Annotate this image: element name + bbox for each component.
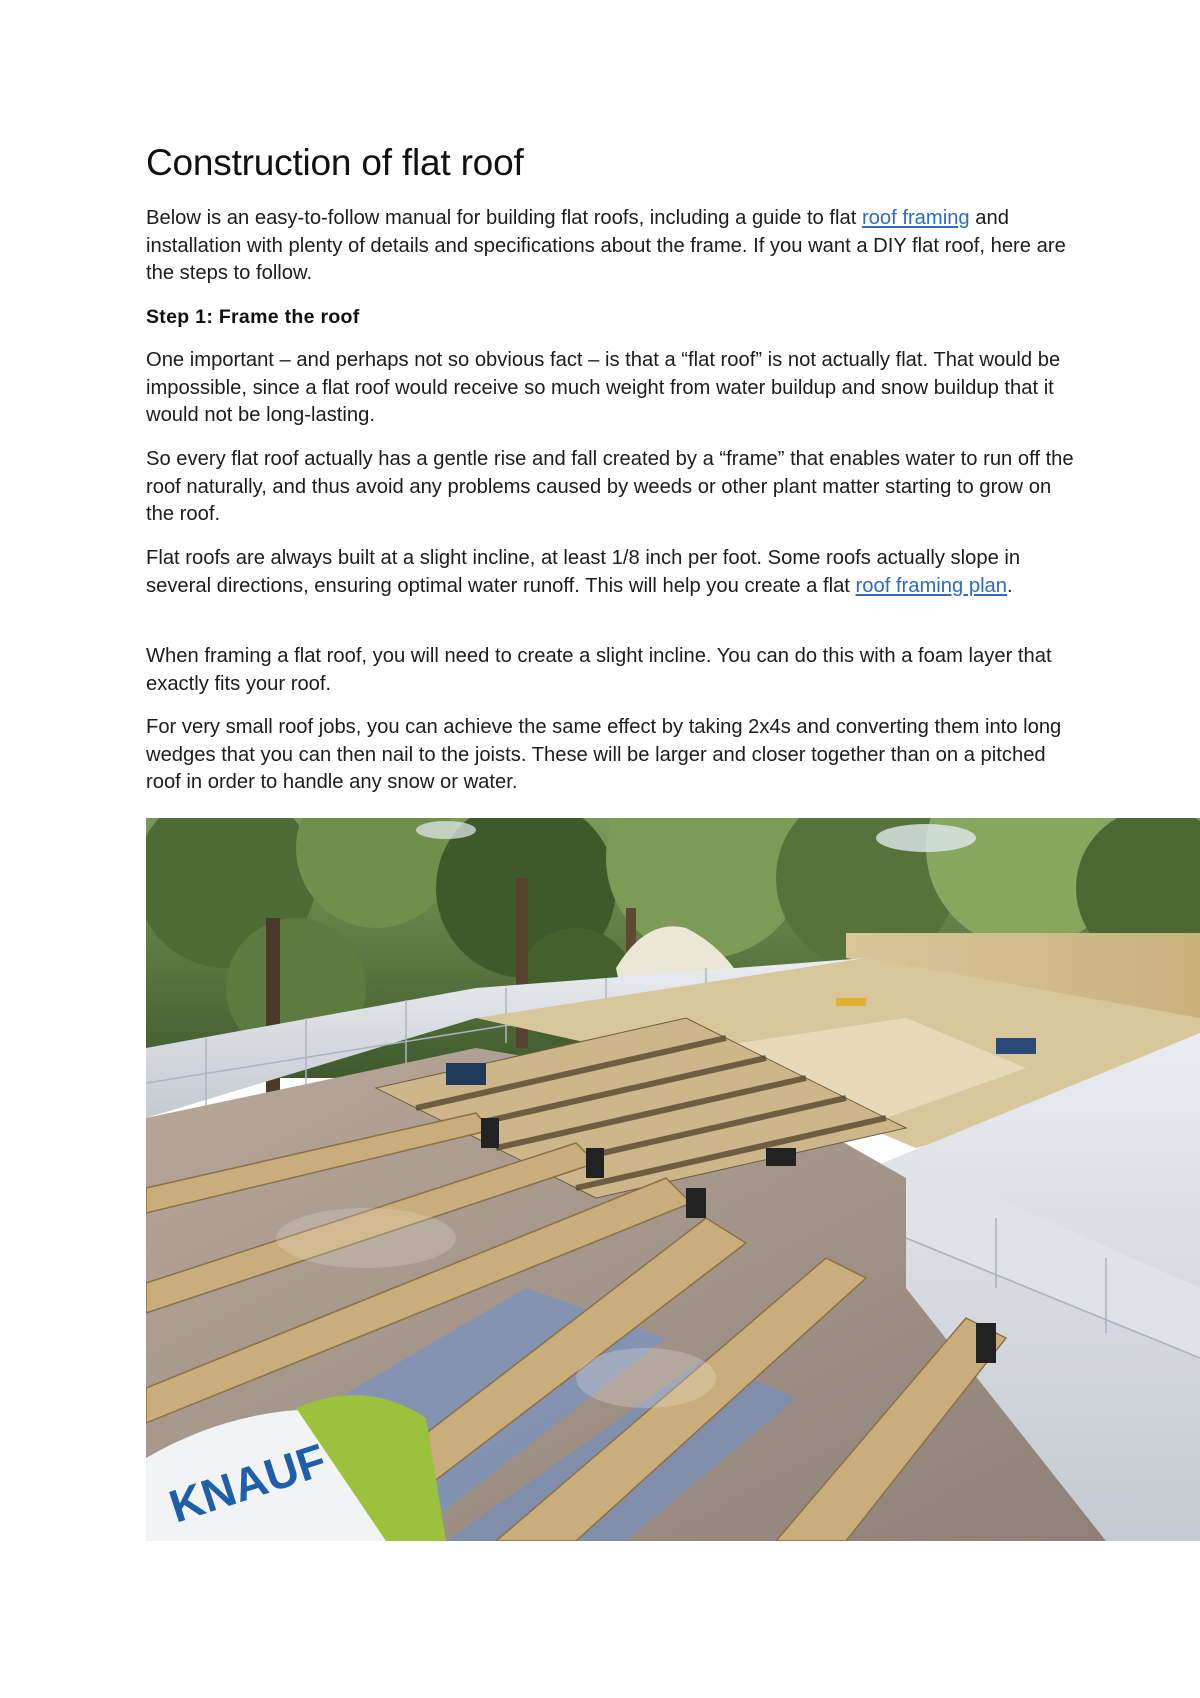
paragraph-not-actually-flat: One important – and perhaps not so obvious fact – is that a “flat roof” is not actually flat. That would be impossible, since a flat roof would receive so much weight from water buildup and snow buildup that it would not be long-lasting. bbox=[146, 349, 1061, 426]
roof-construction-photo bbox=[146, 818, 1200, 1541]
intro-text-after: and installation with plenty of details and specifications about the frame. If you want a DIY flat roof, here are the steps to follow. bbox=[146, 207, 1066, 284]
step-1-heading: Step 1: Frame the roof bbox=[146, 306, 360, 328]
knauf-bag-label: KNAUF bbox=[163, 1433, 333, 1533]
incline-text-before: Flat roofs are always built at a slight incline, at least 1/8 inch per foot. Some roofs actually slope in several directions, ensuring optimal water runoff. This will help you create a flat bbox=[146, 547, 1021, 597]
intro-text-before: Below is an easy-to-follow manual for building flat roofs, including a guide to flat bbox=[146, 207, 862, 229]
paragraph-slight-incline bbox=[146, 545, 1076, 600]
incline-text-after: . bbox=[1007, 574, 1013, 597]
paragraph-foam-layer: When framing a flat roof, you will need to create a slight incline. You can do this with a foam layer that exactly fits your roof. bbox=[146, 645, 1052, 695]
page-title: Construction of flat roof bbox=[146, 142, 524, 183]
intro-paragraph bbox=[146, 205, 1076, 288]
paragraph-gentle-rise: So every flat roof actually has a gentle rise and fall created by a “frame” that enables water to run off the roof naturally, and thus avoid any problems caused by weeds or other plant matter starting to grow on the roof. bbox=[146, 448, 1074, 525]
roof-framing-link[interactable]: roof framing bbox=[861, 207, 970, 229]
paragraph-small-roof-jobs: For very small roof jobs, you can achieve the same effect by taking 2x4s and converting them into long wedges that you can then nail to the joists. These will be larger and closer together than on a pitched roof in order to handle any snow or water. bbox=[146, 716, 1062, 793]
roof-framing-plan-link[interactable]: roof framing plan bbox=[855, 574, 1008, 597]
